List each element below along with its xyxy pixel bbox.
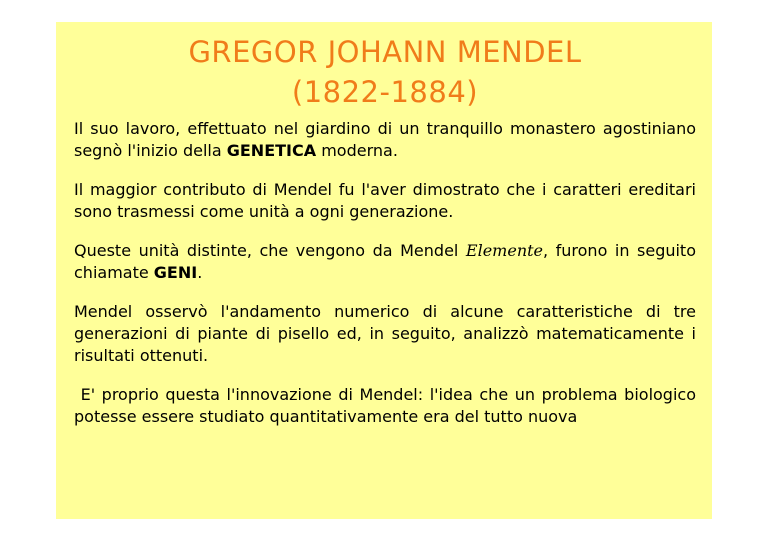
paragraph-4: Mendel osservò l'andamento numerico di alcune caratteristiche di tre generazioni di piante di pisello ed, in seguito, analizzò matematicamente i risultati ottenuti. — [74, 302, 696, 365]
slide — [56, 22, 712, 519]
title-name: GREGOR JOHANN MENDEL — [188, 35, 582, 69]
paragraph-5: E' proprio questa l'innovazione di Mendel: l'idea che un problema biologico potesse essere studiato quantitativamente era del tutto nuova — [74, 385, 702, 426]
paragraph-1 — [74, 118, 696, 162]
title-dates: (1822-1884) — [291, 75, 479, 109]
elemente-term: Elemente — [465, 241, 544, 260]
paragraph-1-tail: moderna. — [316, 141, 398, 160]
slide-title — [74, 32, 696, 112]
paragraph-3-text: Queste unità distinte, che vengono da Mendel — [74, 241, 466, 260]
geni-term: GENI — [153, 263, 198, 282]
genetica-term: GENETICA — [226, 141, 317, 160]
paragraph-2: Il maggior contributo di Mendel fu l'aver dimostrato che i caratteri ereditari sono trasmessi come unità a ogni generazione. — [74, 180, 696, 221]
paragraph-3-tail: . — [197, 263, 203, 282]
paragraph-1-text: Il suo lavoro, effettuato nel giardino di un tranquillo monastero agostiniano segnò l'inizio della — [74, 119, 696, 160]
paragraph-3-middle: , furono in seguito chiamate — [74, 241, 696, 282]
paragraph-3 — [74, 240, 696, 284]
